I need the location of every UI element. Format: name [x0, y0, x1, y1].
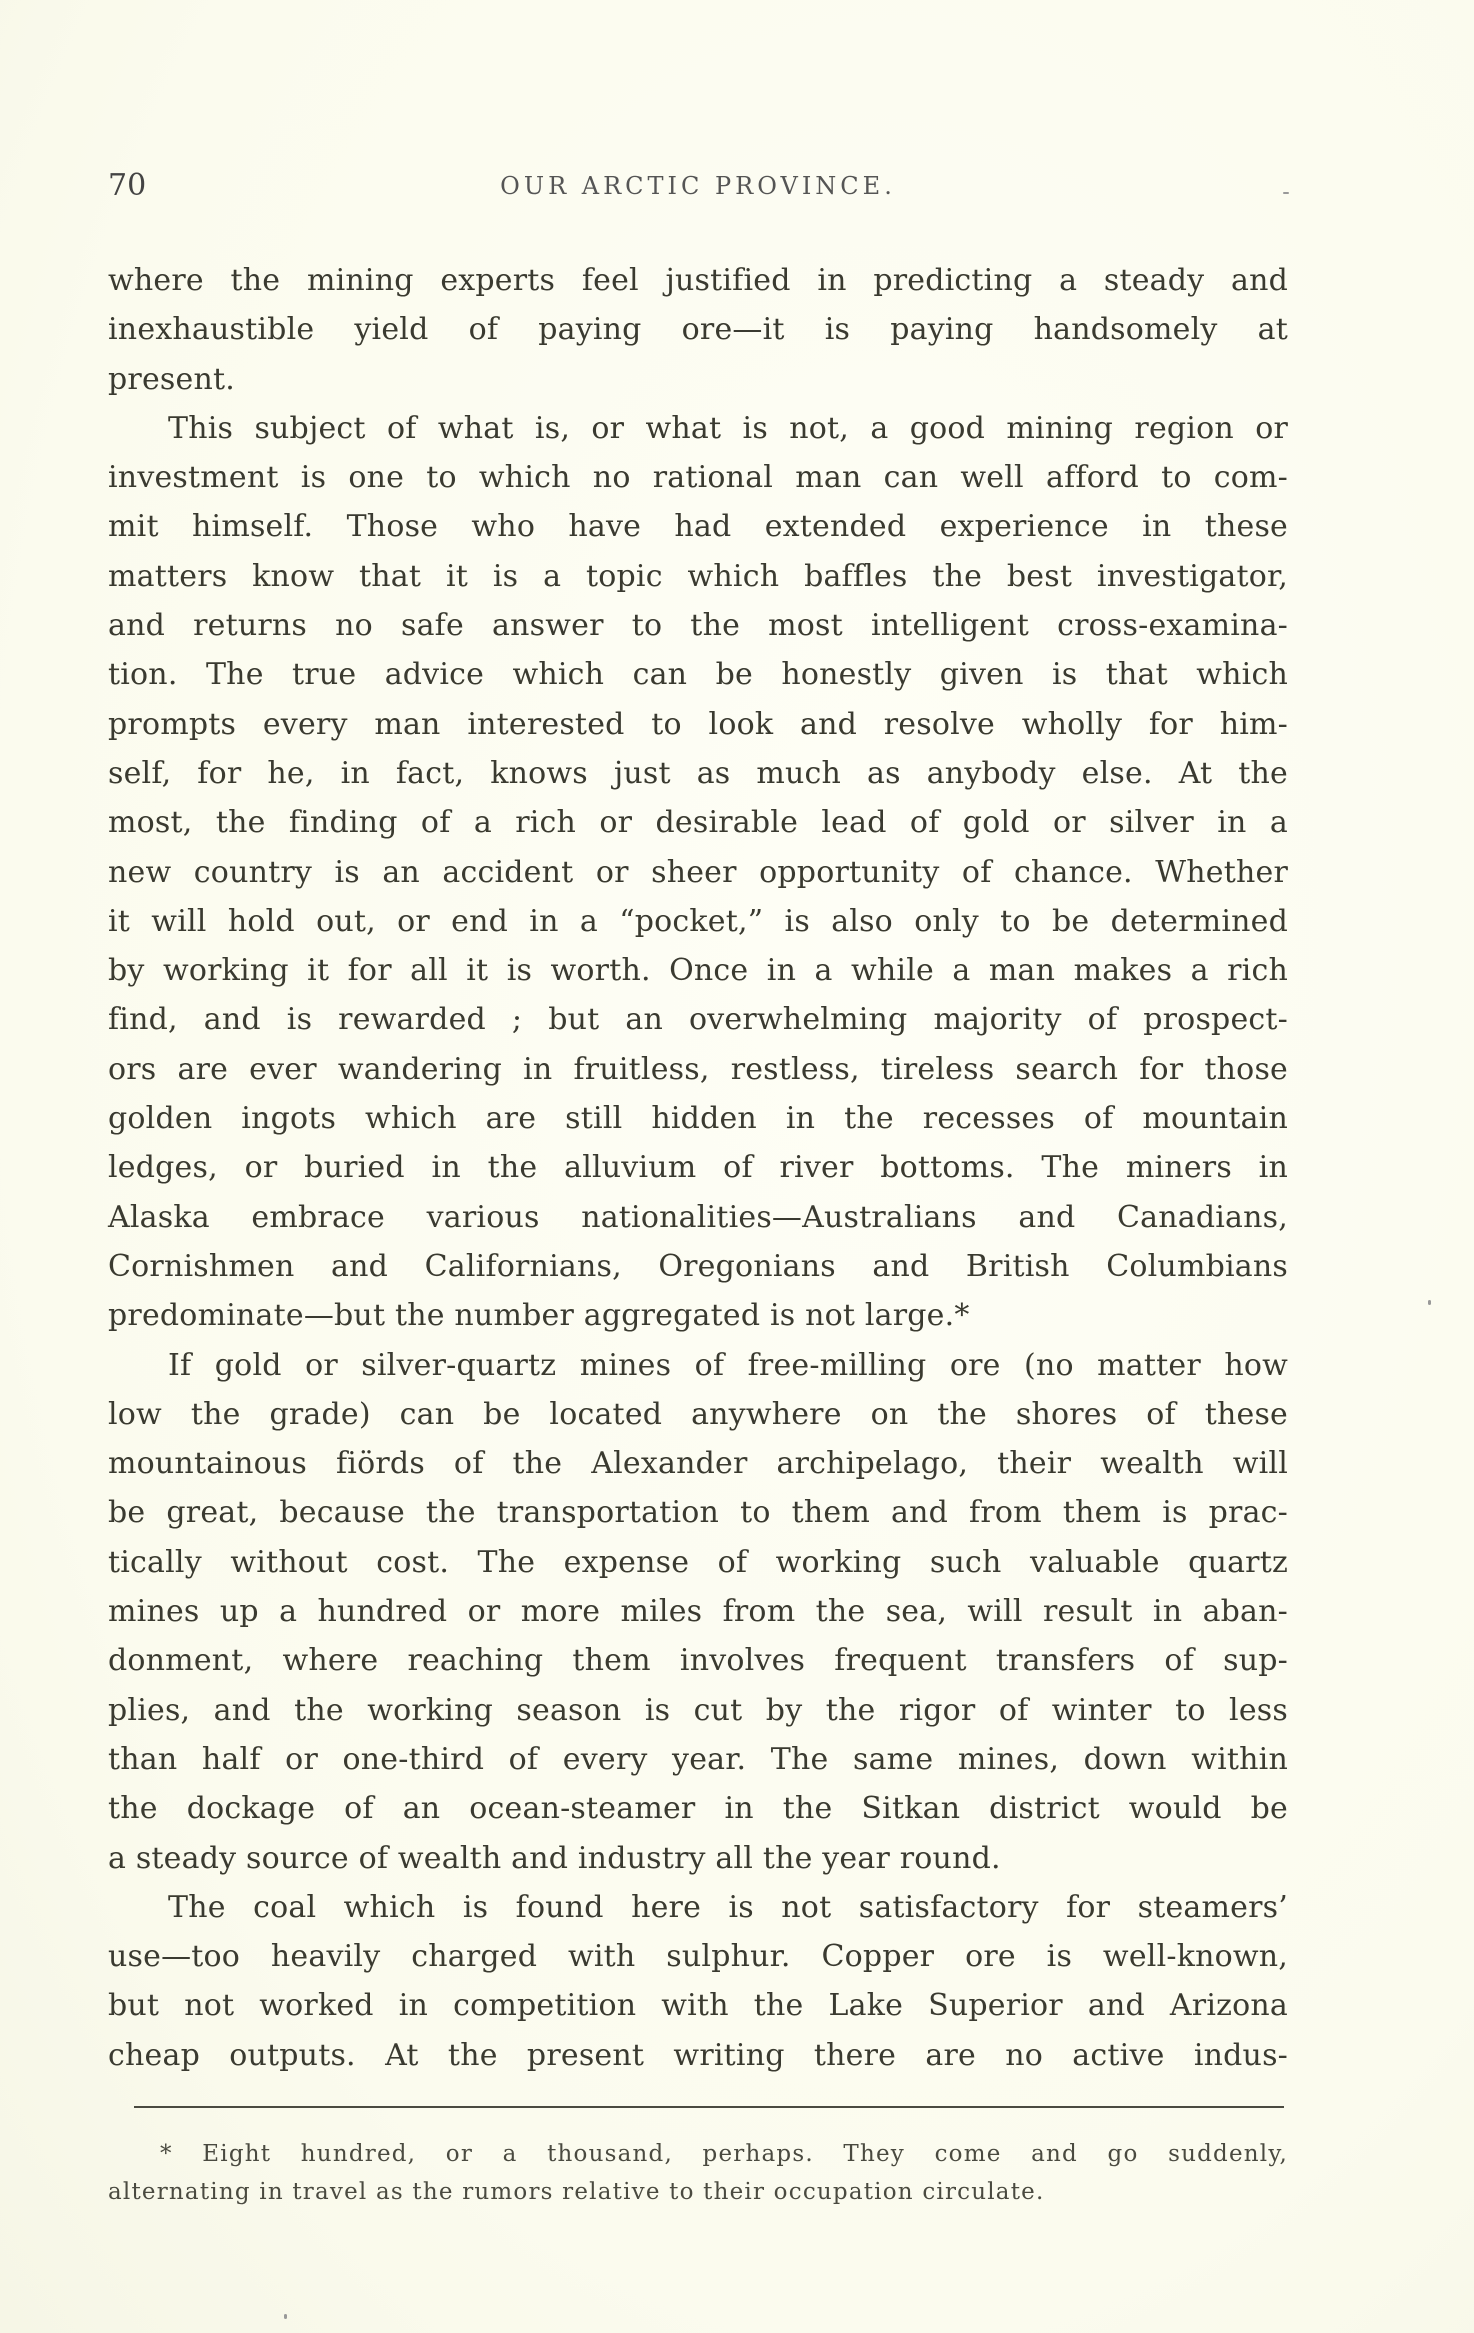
text-line: new country is an accident or sheer opportunity of chance. Whether [108, 854, 1288, 890]
text-line: Cornishmen and Californians, Oregonians and British Columbians [108, 1248, 1288, 1284]
text-line: Alaska embrace various nationalities—Australians and Canadians, [108, 1199, 1288, 1235]
text-line: where the mining experts feel justified in predicting a steady and [108, 263, 1288, 298]
text-line: plies, and the working season is cut by the rigor of winter to less [108, 1692, 1288, 1728]
footnote-line: * Eight hundred, or a thousand, perhaps. They come and go suddenly, [160, 2141, 1288, 2167]
text-line: by working it for all it is worth. Once in a while a man makes a rich [108, 953, 1288, 989]
text-line: predominate—but the number aggregated is not large.* [108, 1298, 970, 1334]
text-line: the dockage of an ocean-steamer in the Sitkan district would be [108, 1791, 1288, 1827]
text-line: ledges, or buried in the alluvium of river bottoms. The miners in [108, 1150, 1288, 1186]
running-title: OUR ARCTIC PROVINCE. [500, 172, 896, 200]
text-line: be great, because the transportation to them and from them is prac- [108, 1495, 1288, 1531]
text-line: matters know that it is a topic which baffles the best investigator, [108, 558, 1288, 594]
footnote [108, 2135, 1288, 2211]
text-line: golden ingots which are still hidden in the recesses of mountain [108, 1101, 1288, 1137]
text-line: a steady source of wealth and industry all the year round. [108, 1840, 1001, 1876]
text-line: self, for he, in fact, knows just as much as anybody else. At the [108, 755, 1288, 791]
footnote-divider [134, 2106, 1284, 2108]
text-line: investment is one to which no rational man can well afford to com- [108, 460, 1288, 496]
page-number: 70 [108, 168, 147, 203]
print-speck [284, 2314, 287, 2319]
text-line: ors are ever wandering in fruitless, restless, tireless search for those [108, 1051, 1288, 1087]
text-line: and returns no safe answer to the most intelligent cross-examina- [108, 608, 1288, 644]
text-line: mountainous fiörds of the Alexander archipelago, their wealth will [108, 1446, 1288, 1482]
text-line: most, the finding of a rich or desirable lead of gold or silver in a [108, 805, 1288, 841]
text-line: find, and is rewarded ; but an overwhelming majority of prospect- [108, 1002, 1288, 1038]
text-line: If gold or silver-quartz mines of free-milling ore (no matter how [168, 1347, 1288, 1383]
text-line: cheap outputs. At the present writing there are no active indus- [108, 2037, 1288, 2073]
text-line: but not worked in competition with the Lake Superior and Arizona [108, 1988, 1288, 2024]
text-line: present. [108, 361, 235, 397]
footnote-line: alternating in travel as the rumors relative to their occupation circulate. [108, 2179, 1045, 2205]
text-line: donment, where reaching them involves frequent transfers of sup- [108, 1643, 1288, 1679]
print-speck [1428, 1300, 1431, 1305]
page-header [108, 168, 1288, 208]
text-line: than half or one-third of every year. The same mines, down within [108, 1741, 1288, 1777]
text-line: mit himself. Those who have had extended experience in these [108, 509, 1288, 545]
text-line: The coal which is found here is not satisfactory for steamers’ [168, 1889, 1288, 1925]
text-line: low the grade) can be located anywhere on the shores of these [108, 1396, 1288, 1432]
text-line: prompts every man interested to look and resolve wholly for him- [108, 706, 1288, 742]
text-line: tically without cost. The expense of working such valuable quartz [108, 1544, 1288, 1580]
text-line: tion. The true advice which can be honestly given is that which [108, 657, 1288, 693]
text-line: inexhaustible yield of paying ore—it is paying handsomely at [108, 312, 1288, 348]
text-line: it will hold out, or end in a “pocket,” is also only to be determined [108, 903, 1288, 939]
body-text [108, 256, 1288, 2080]
text-line: mines up a hundred or more miles from the sea, will result in aban- [108, 1594, 1288, 1630]
print-speck [1283, 192, 1289, 194]
text-line: use—too heavily charged with sulphur. Copper ore is well-known, [108, 1939, 1288, 1975]
text-line: This subject of what is, or what is not, a good mining region or [168, 410, 1288, 446]
